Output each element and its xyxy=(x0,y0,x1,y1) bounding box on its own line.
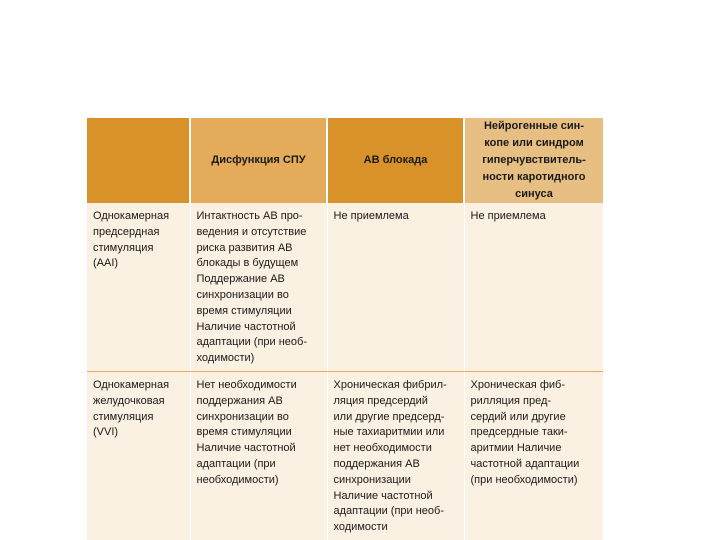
text-line: желудочковая xyxy=(93,394,165,407)
comparison-table xyxy=(87,118,603,540)
text-line: ляция предсердий xyxy=(333,394,428,407)
text-line: копе или синдром xyxy=(484,137,584,149)
text-line: аритмии Наличие xyxy=(470,442,562,455)
text-line: рилляция пред- xyxy=(470,394,552,407)
text-line: Наличие частотной xyxy=(196,320,296,333)
text-line: стимуляция xyxy=(93,241,154,254)
text-line: стимуляция xyxy=(93,410,154,423)
text-line: АВ блокада xyxy=(363,154,428,166)
text-line: Наличие частотной xyxy=(196,442,296,455)
text-line: Интактность АВ про- xyxy=(196,210,303,222)
pacing-mode-table xyxy=(87,118,603,540)
text-line: адаптации (при необ- xyxy=(333,505,444,518)
header-av-block xyxy=(327,118,464,203)
text-line: ности каротидного xyxy=(482,171,586,183)
text-line: время стимуляции xyxy=(196,304,292,317)
text-line: предсердные таки- xyxy=(470,426,568,439)
text-line: ные тахиаритмии или xyxy=(333,426,445,439)
text-line: Не приемлема xyxy=(333,210,409,222)
table-cell xyxy=(464,371,603,540)
header-cell-empty xyxy=(87,118,190,203)
text-line: Нейрогенные син- xyxy=(483,120,584,132)
text-line: Дисфункция СПУ xyxy=(211,154,306,166)
row-label-vvi xyxy=(87,371,190,540)
text-line: ходимости) xyxy=(196,352,255,365)
text-line: частотной адаптации xyxy=(470,457,580,470)
text-line: синхронизации во xyxy=(196,288,289,301)
table-row xyxy=(87,371,603,540)
row-label-aai xyxy=(87,203,190,371)
text-line: нет необходимости xyxy=(333,442,432,455)
table-cell xyxy=(190,371,327,540)
text-line: адаптации (при необ- xyxy=(196,336,307,349)
text-line: необходимости) xyxy=(196,473,279,486)
text-line: поддержания АВ xyxy=(196,394,283,407)
text-line: (VVI) xyxy=(93,426,119,439)
table-cell xyxy=(190,203,327,371)
header-neurogenic-syncope xyxy=(464,118,603,203)
text-line: гиперчувствитель- xyxy=(482,154,586,166)
text-line: синхронизации xyxy=(333,473,411,486)
text-line: (AAI) xyxy=(93,257,119,270)
text-line: время стимуляции xyxy=(196,426,292,439)
text-line: Хроническая фибрил- xyxy=(333,378,447,391)
text-line: поддержания АВ xyxy=(333,457,420,470)
table-cell xyxy=(327,203,464,371)
text-line: блокады в будущем xyxy=(196,257,299,270)
header-sinus-node-dysfunction xyxy=(190,118,327,203)
text-line: Поддержание АВ xyxy=(196,273,285,286)
table-cell xyxy=(464,203,603,371)
text-line: риска развития АВ xyxy=(196,241,293,254)
text-line: ведения и отсутствие xyxy=(196,225,307,238)
text-line: Не приемлема xyxy=(470,210,546,222)
text-line: Хроническая фиб- xyxy=(470,378,565,391)
text-line: Нет необходимости xyxy=(196,378,297,391)
text-line: Наличие частотной xyxy=(333,489,433,502)
header-row xyxy=(87,118,603,203)
text-line: ходимости xyxy=(333,521,388,534)
text-line: синуса xyxy=(515,188,553,200)
table-cell xyxy=(327,371,464,540)
table-row xyxy=(87,203,603,371)
text-line: (при необходимости) xyxy=(470,473,578,486)
text-line: Однокамерная xyxy=(93,378,170,391)
text-line: синхронизации во xyxy=(196,410,289,423)
text-line: Однокамерная xyxy=(93,210,170,222)
text-line: предсердная xyxy=(93,225,160,238)
text-line: адаптации (при xyxy=(196,457,276,470)
text-line: сердий или другие xyxy=(470,410,566,423)
text-line: или другие предсерд- xyxy=(333,410,445,423)
